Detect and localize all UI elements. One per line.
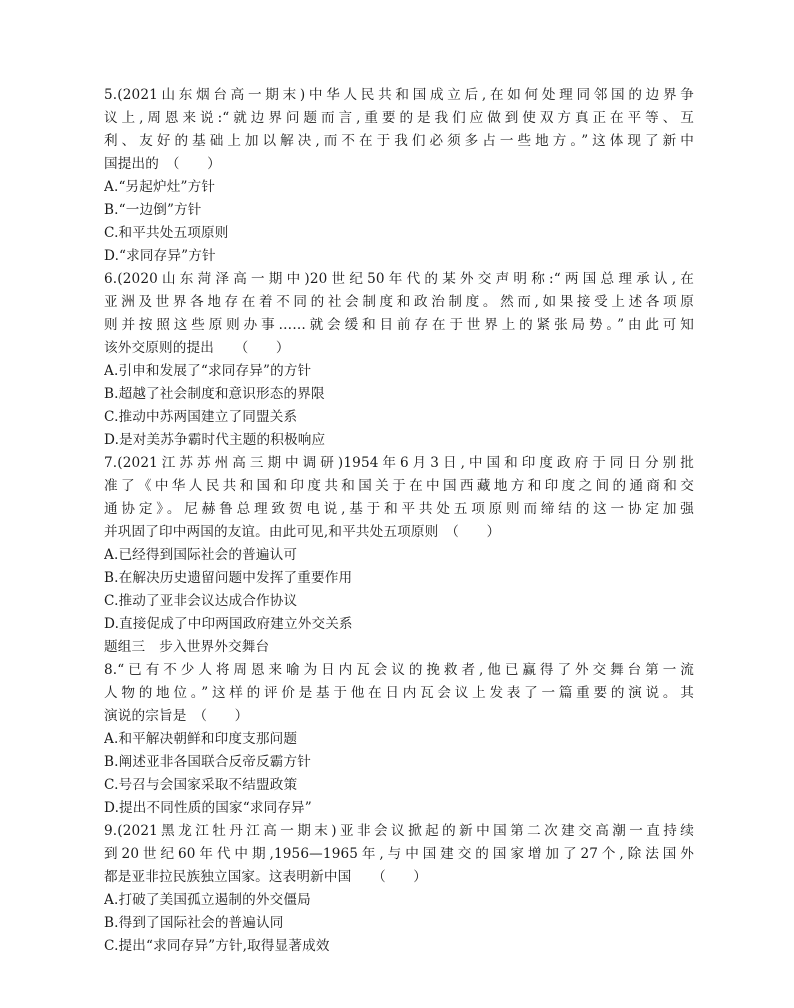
question-7 xyxy=(104,452,694,636)
question-5-stem-line-1: 5.(2021山东烟台高一期末)中华人民共和国成立后,在如何处理同邻国的边界争 xyxy=(104,87,694,103)
question-8-stem-line-3: 演说的宗旨是 （ ） xyxy=(104,708,249,724)
question-7-option-c: C.推动了亚非会议达成合作协议 xyxy=(104,593,298,609)
section-heading-label: 题组三 xyxy=(104,639,146,655)
question-9 xyxy=(104,820,694,958)
question-8 xyxy=(104,659,694,820)
question-5-stem-line-2: 议上,周恩来说:“就边界问题而言,重要的是我们应做到使双方真正在平等、互 xyxy=(104,110,694,126)
question-9-option-b: B.得到了国际社会的普遍认同 xyxy=(104,915,284,931)
question-8-stem-line-1: 8.“已有不少人将周恩来喻为日内瓦会议的挽救者,他已赢得了外交舞台第一流 xyxy=(104,662,694,678)
question-7-stem-line-1: 7.(2021江苏苏州高三期中调研)1954年6月3日,中国和印度政府于同日分别批 xyxy=(104,455,694,471)
question-6-stem-line-1: 6.(2020山东菏泽高一期中)20世纪50年代的某外交声明称:“两国总理承认,在 xyxy=(104,271,694,287)
question-7-option-d: D.直接促成了中印两国政府建立外交关系 xyxy=(104,616,353,632)
question-6-stem-line-2: 亚洲及世界各地存在着不同的社会制度和政治制度。然而,如果接受上述各项原 xyxy=(104,294,694,310)
question-5-stem-line-3: 利、友好的基础上加以解决,而不在于我们必须多占一些地方。”这体现了新中 xyxy=(104,133,694,149)
question-5-option-d: D.“求同存异”方针 xyxy=(104,248,216,264)
question-7-stem-line-3: 通协定》。尼赫鲁总理致贺电说,基于和平共处五项原则而缔结的这一协定加强 xyxy=(104,501,694,517)
question-5-stem-line-4: 国提出的 （ ） xyxy=(104,156,221,172)
question-7-stem-line-4: 并巩固了印中两国的友谊。由此可见,和平共处五项原则 （ ） xyxy=(104,524,501,540)
question-8-option-a: A.和平解决朝鲜和印度支那问题 xyxy=(104,731,298,747)
question-5 xyxy=(104,84,694,268)
question-5-option-a: A.“另起炉灶”方针 xyxy=(104,179,216,195)
section-heading-title: 步入世界外交舞台 xyxy=(159,639,270,655)
question-7-stem-line-2: 准了《中华人民共和国和印度共和国关于在中国西藏地方和印度之间的通商和交 xyxy=(104,478,694,494)
question-9-stem-line-2: 到20世纪60年代中期,1956—1965年,与中国建交的国家增加了27个,除法国外 xyxy=(104,846,694,862)
question-9-option-c: C.提出“求同存异”方针,取得显著成效 xyxy=(104,938,330,954)
question-6 xyxy=(104,268,694,452)
question-7-option-a: A.已经得到国际社会的普遍认可 xyxy=(104,547,298,563)
question-9-stem-line-3: 都是亚非拉民族独立国家。这表明新中国 （ ） xyxy=(104,869,428,885)
question-8-option-b: B.阐述亚非各国联合反帝反霸方针 xyxy=(104,754,312,770)
question-5-option-c: C.和平共处五项原则 xyxy=(104,225,229,241)
question-8-option-d: D.提出不同性质的国家“求同存异” xyxy=(104,800,312,816)
question-5-option-b: B.“一边倒”方针 xyxy=(104,202,202,218)
question-6-option-c: C.推动中苏两国建立了同盟关系 xyxy=(104,409,298,425)
question-9-stem-line-1: 9.(2021黑龙江牡丹江高一期末)亚非会议掀起的新中国第二次建交高潮一直持续 xyxy=(104,823,694,839)
question-8-stem-line-2: 人物的地位。”这样的评价是基于他在日内瓦会议上发表了一篇重要的演说。其 xyxy=(104,685,694,701)
section-heading xyxy=(104,636,694,659)
question-6-option-d: D.是对美苏争霸时代主题的积极响应 xyxy=(104,432,326,448)
question-8-option-c: C.号召与会国家采取不结盟政策 xyxy=(104,777,298,793)
question-6-option-a: A.引申和发展了“求同存异”的方针 xyxy=(104,363,312,379)
document-page xyxy=(104,84,694,958)
question-9-option-a: A.打破了美国孤立遏制的外交僵局 xyxy=(104,892,311,908)
question-6-stem-line-3: 则并按照这些原则办事……就会缓和目前存在于世界上的紧张局势。”由此可知 xyxy=(104,317,694,333)
question-7-option-b: B.在解决历史遗留问题中发挥了重要作用 xyxy=(104,570,353,586)
question-6-stem-line-4: 该外交原则的提出 （ ） xyxy=(104,340,290,356)
question-6-option-b: B.超越了社会制度和意识形态的界限 xyxy=(104,386,325,402)
